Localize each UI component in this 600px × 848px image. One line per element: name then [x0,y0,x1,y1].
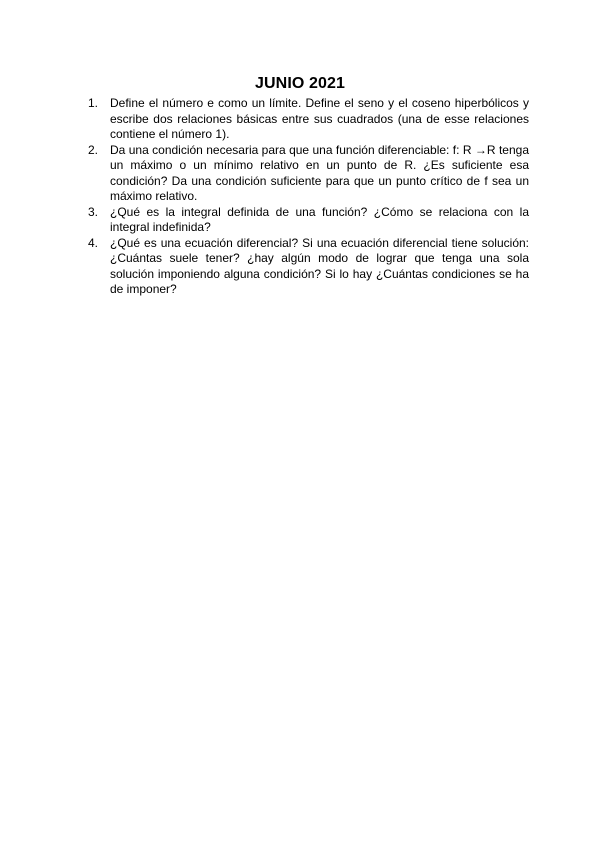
document-title: JUNIO 2021 [255,75,345,92]
question-item-1 [88,96,529,143]
question-list [88,96,529,298]
question-number-1: 1. [88,96,99,110]
question-text-3: ¿Qué es la integral definida de una función? ¿Cómo se relaciona con la integral indefinida? [110,204,529,234]
question-text-2: Da una condición necesaria para que una función diferenciable: f: R →R tenga un máximo o un mínimo relativo en un punto de R. ¿Es suficiente esa condición? Da una condición suficiente para que un punto crítico de f sea un máximo relativo. [110,142,529,203]
question-item-4 [88,236,529,298]
question-number-3: 3. [88,204,99,219]
question-item-3 [88,205,529,236]
question-text-1: Define el número e como un límite. Define el seno y el coseno hiperbólicos y escribe dos relaciones básicas entre sus cuadrados (una de esse relaciones contiene el número 1). [110,96,529,141]
question-text-4: ¿Qué es una ecuación diferencial? Si una ecuación diferencial tiene solución: ¿Cuántas suele tener? ¿hay algún modo de lograr que tenga una sola solución imponiendo alguna condición? Si lo hay ¿Cuántas condiciones se ha de imponer? [110,235,529,296]
question-number-4: 4. [88,235,99,250]
question-number-2: 2. [88,142,99,157]
question-item-2 [88,143,529,205]
